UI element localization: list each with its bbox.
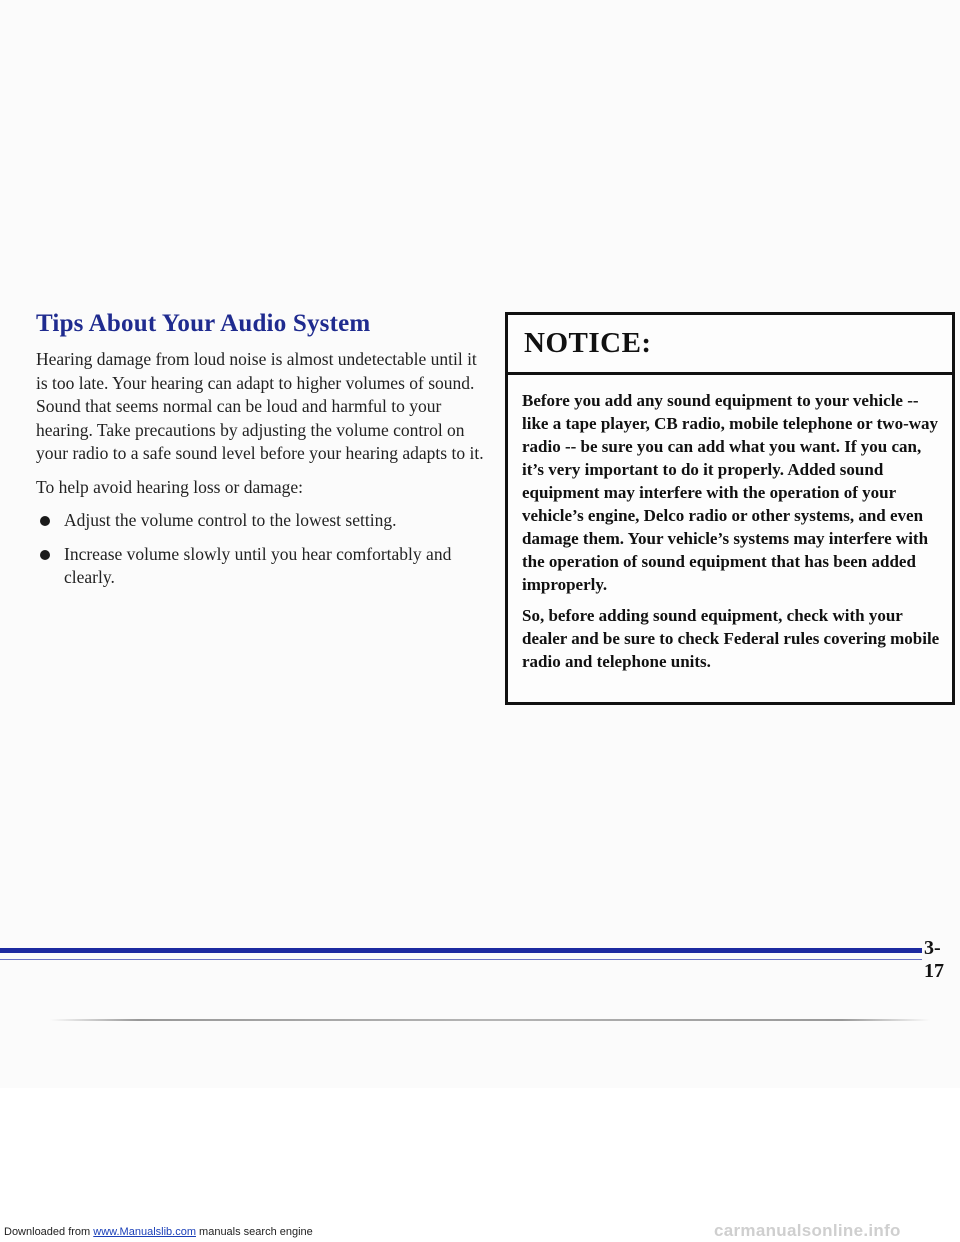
tips-list <box>36 509 491 590</box>
footer-suffix: manuals search engine <box>195 1226 313 1238</box>
footer-rule-thick <box>0 948 922 953</box>
lead-in-paragraph: To help avoid hearing loss or damage: <box>36 476 304 497</box>
footer-prefix: Downloaded from <box>4 1226 94 1238</box>
download-footer <box>4 1226 313 1238</box>
list-item <box>36 509 491 533</box>
bullet-icon <box>40 550 50 560</box>
notice-heading: NOTICE: <box>508 315 952 375</box>
list-item-text: Increase volume slowly until you hear comfortably and clearly. <box>64 543 452 587</box>
notice-body <box>508 375 952 673</box>
notice-paragraph: So, before adding sound equipment, check with your dealer and be sure to check Federal rules covering mobile radio and telephone units. <box>522 606 940 671</box>
page-number: 3-17 <box>924 937 944 982</box>
watermark: carmanualsonline.info <box>714 1221 901 1240</box>
bullet-icon <box>40 516 50 526</box>
intro-paragraph: Hearing damage from loud noise is almost undetectable until it is too late. Your hearing can adapt to higher volumes of sound. Sound that seems normal can be loud and harmful to your hearing. Take precautions by adjusting the volume control on your radio to a safe sound level before your hearing adapts to it. <box>36 349 484 463</box>
list-item-text: Adjust the volume control to the lowest setting. <box>64 510 397 530</box>
list-item <box>36 543 491 590</box>
notice-box <box>505 312 955 705</box>
scan-edge-line <box>50 1019 930 1021</box>
footer-rule-thin <box>0 959 922 960</box>
notice-paragraph: Before you add any sound equipment to your vehicle -- like a tape player, CB radio, mobile telephone or two-way radio -- be sure you can add what you want. If you can, it’s very important to do it properly. Added sound equipment may interfere with the operation of your vehicle’s engine, Delco radio or other systems, and even damage them. Your vehicle’s systems may interfere with the operation of sound equipment that has been added improperly. <box>522 391 939 594</box>
section-body <box>36 348 491 600</box>
manualslib-link[interactable]: www.Manualslib.com <box>93 1226 196 1238</box>
page-title: Tips About Your Audio System <box>36 310 371 337</box>
